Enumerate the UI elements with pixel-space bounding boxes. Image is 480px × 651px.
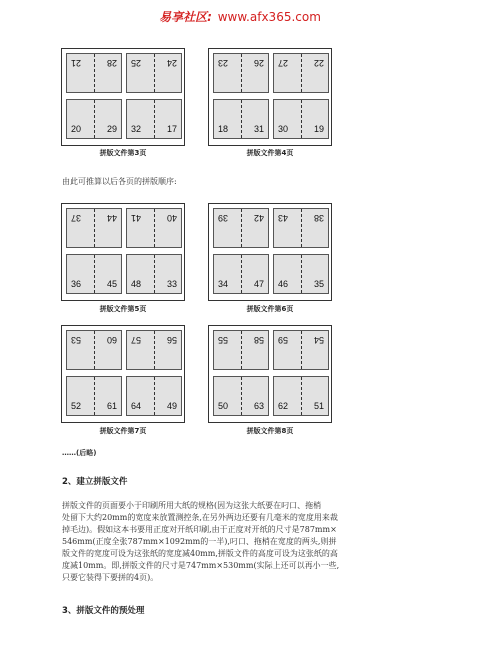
page-cell: [126, 254, 182, 294]
page-cell: [273, 99, 329, 139]
page-number: 46: [278, 279, 289, 289]
page-cell: [66, 53, 122, 93]
imposition-sheet: [208, 203, 332, 301]
page-number: 57: [131, 335, 142, 345]
page-number: 52: [71, 401, 82, 411]
page-number: 62: [278, 401, 289, 411]
page-number: 60: [106, 335, 117, 345]
page-cell: [273, 376, 329, 416]
page-number: 34: [218, 279, 229, 289]
page-cell: [273, 330, 329, 370]
page-cell: [126, 376, 182, 416]
paragraph-line: 掉毛边)。假如这本书要用正度对开纸印刷,由于正度对开纸的尺寸是787mm×: [62, 525, 337, 534]
page-number: 35: [313, 279, 324, 289]
imposition-sheet: [208, 325, 332, 423]
paragraph-line: 546mm(正度全张787mm×1092mm的一半),叼口、拖梢在宽度的两头,则拼: [62, 537, 337, 546]
page-cell: [126, 330, 182, 370]
sheet-caption: 拼版文件第4页: [246, 149, 294, 157]
page-number: 47: [253, 279, 264, 289]
page-number: 39: [218, 213, 229, 223]
page-cell: [273, 53, 329, 93]
page-number: 19: [313, 124, 324, 134]
page-cell: [273, 208, 329, 248]
page-cell: [126, 53, 182, 93]
page-number: 51: [313, 401, 324, 411]
page-number: 24: [166, 58, 177, 68]
page-number: 29: [106, 124, 117, 134]
page-number: 43: [278, 213, 289, 223]
page-number: 54: [313, 335, 324, 345]
page-number: 25: [131, 58, 142, 68]
ellipsis-note: ……(后略): [62, 449, 97, 457]
sheet-caption: 拼版文件第3页: [99, 149, 147, 157]
page-number: 41: [131, 213, 142, 223]
page-cell: [213, 254, 269, 294]
page-number: 48: [131, 279, 142, 289]
page-number: 61: [106, 401, 117, 411]
sheet-caption: 拼版文件第8页: [246, 427, 294, 435]
page-number: 44: [106, 213, 117, 223]
page-cell: [213, 330, 269, 370]
paragraph-line: 拼版文件的页面要小于印刷所用大纸的规格(因为这张大纸要在叼口、拖梢: [62, 501, 322, 510]
page-number: 64: [131, 401, 142, 411]
imposition-sheet: [61, 48, 185, 146]
page-cell: [66, 208, 122, 248]
page-number: 50: [218, 401, 229, 411]
page-number: 40: [166, 213, 177, 223]
page-cell: [66, 330, 122, 370]
page-number: 56: [166, 335, 177, 345]
imposition-sheet: [61, 325, 185, 423]
page-number: 58: [253, 335, 264, 345]
page-cell: [213, 99, 269, 139]
page-number: 59: [278, 335, 289, 345]
paragraph-line: 版文件的宽度可设为这张纸的宽度减40mm,拼版文件的高度可设为这张纸的高: [62, 549, 338, 558]
page-number: 53: [71, 335, 82, 345]
page-number: 36: [71, 279, 82, 289]
page-cell: [66, 254, 122, 294]
site-url[interactable]: www.afx365.com: [217, 10, 321, 24]
page-cell: [273, 254, 329, 294]
page-number: 17: [166, 124, 177, 134]
page-cell: [126, 99, 182, 139]
page-number: 22: [313, 58, 324, 68]
page-cell: [213, 376, 269, 416]
page-number: 63: [253, 401, 264, 411]
page-cell: [66, 99, 122, 139]
page-number: 42: [253, 213, 264, 223]
paragraph-line: 只要它装得下要拼的4页)。: [62, 573, 159, 582]
sheet-caption: 拼版文件第5页: [99, 305, 147, 313]
page-number: 45: [106, 279, 117, 289]
page-number: 31: [253, 124, 264, 134]
page-cell: [213, 53, 269, 93]
page-cell: [126, 208, 182, 248]
imposition-sheet: [208, 48, 332, 146]
page-number: 32: [131, 124, 142, 134]
page-number: 30: [278, 124, 289, 134]
paragraph-line: 度减10mm。即,拼版文件的尺寸是747mm×530mm(实际上还可以再小一些,: [62, 561, 340, 570]
intro-text: 由此可推算以后各页的拼版顺序:: [62, 177, 177, 186]
page-number: 55: [218, 335, 229, 345]
page-number: 20: [71, 124, 82, 134]
section-2-heading: 2、建立拼版文件: [62, 477, 128, 487]
sheet-caption: 拼版文件第6页: [246, 305, 294, 313]
section-3-heading: 3、拼版文件的预处理: [62, 606, 145, 616]
sheet-caption: 拼版文件第7页: [99, 427, 147, 435]
section-2-paragraph: [62, 500, 422, 584]
page-number: 37: [71, 213, 82, 223]
page-number: 26: [253, 58, 264, 68]
page-number: 28: [106, 58, 117, 68]
paragraph-line: 处留下大约20mm的宽度来放置测控条,在另外两边还要有几毫米的宽度用来裁: [62, 513, 338, 522]
page-number: 49: [166, 401, 177, 411]
page-cell: [66, 376, 122, 416]
page-number: 27: [278, 58, 289, 68]
page-number: 33: [166, 279, 177, 289]
page-number: 21: [71, 58, 82, 68]
page-number: 18: [218, 124, 229, 134]
site-header: [0, 8, 480, 25]
page-number: 23: [218, 58, 229, 68]
site-logo: 易享社区:: [159, 10, 212, 24]
page-cell: [213, 208, 269, 248]
imposition-sheet: [61, 203, 185, 301]
page-number: 38: [313, 213, 324, 223]
